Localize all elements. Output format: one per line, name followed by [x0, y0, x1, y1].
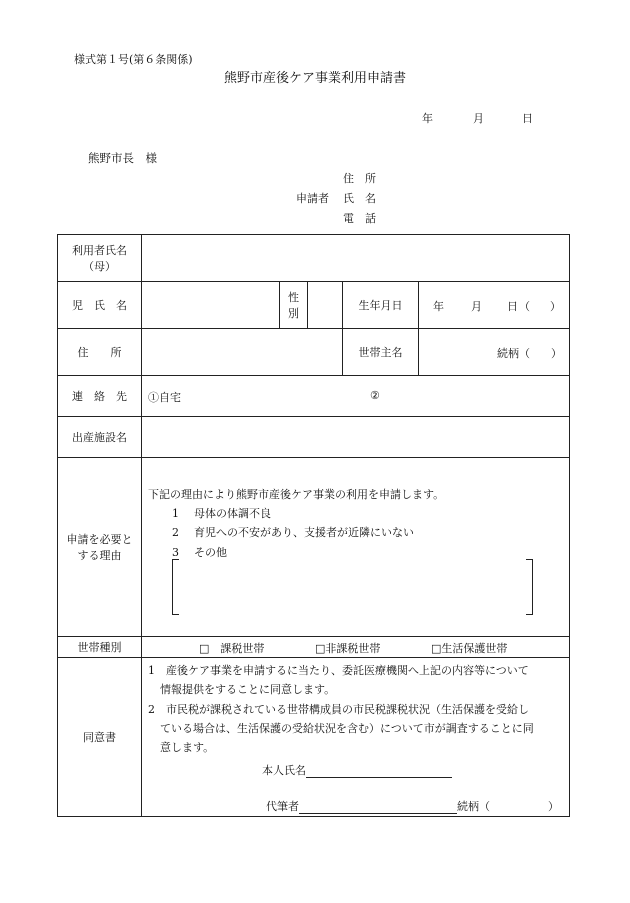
consent-line-2: 情報提供をすることに同意します。 [160, 683, 336, 696]
proxy-relation-label: 続柄（ [457, 800, 490, 813]
reason-option-2[interactable] [172, 524, 414, 540]
signature-underline [306, 765, 452, 778]
address-row [58, 329, 570, 376]
application-table [57, 234, 570, 817]
reason-row [58, 458, 570, 637]
proxy-label: 代筆者 [266, 800, 299, 813]
householder-field[interactable] [419, 329, 570, 376]
child-name-label: 児 氏 名 [58, 282, 142, 329]
date-month: 月 [473, 112, 484, 125]
applicant-name-label: 氏 名 [343, 192, 376, 205]
birthdate-month: 月 [471, 300, 482, 313]
addressee: 熊野市長 様 [88, 151, 157, 165]
child-name-field[interactable] [142, 282, 280, 329]
signature-line[interactable] [262, 762, 452, 778]
proxy-line[interactable] [266, 798, 559, 814]
reason-option-3[interactable] [172, 544, 227, 560]
reason-text: 育児への不安があり、支援者が近隣にいない [194, 526, 414, 539]
birthdate-paren-open: （ [519, 300, 530, 313]
reason-field [142, 458, 570, 637]
applicant-address-label: 住 所 [343, 172, 376, 185]
birthdate-paren-close: ） [550, 300, 561, 313]
relation-close: ） [551, 347, 562, 360]
consent-line-3: 2 市民税が課税されている世帯構成員の市民税課税状況（生活保護を受給し [148, 703, 529, 716]
sex-label-1: 性 [288, 291, 299, 304]
consent-line-5: 意します。 [160, 741, 215, 754]
birthdate-label: 生年月日 [343, 282, 419, 329]
consent-row [58, 658, 570, 817]
user-name-label: 利用者氏名 [72, 244, 127, 257]
reason-option-1[interactable] [172, 505, 271, 521]
user-name-label-cell [58, 235, 142, 282]
form-id: 様式第１号(第６条関係) [74, 53, 193, 66]
contact-row [58, 376, 570, 417]
other-bracket-left [172, 559, 179, 615]
consent-field [142, 658, 570, 817]
reason-text: 母体の体調不良 [194, 507, 271, 520]
date-year: 年 [422, 112, 433, 125]
contact-field[interactable] [142, 376, 570, 417]
reason-label-1: 申請を必要と [66, 533, 133, 546]
user-name-row [58, 235, 570, 282]
form-title: 熊野市産後ケア事業利用申請書 [223, 71, 406, 86]
contact-second: ② [370, 389, 380, 402]
householder-label: 世帯主名 [343, 329, 419, 376]
address-label: 住 所 [58, 329, 142, 376]
household-option-welfare[interactable]: □生活保護世帯 [431, 642, 508, 655]
reason-num: 3 [172, 546, 179, 559]
reason-num: 2 [172, 526, 179, 539]
date-day: 日 [522, 112, 533, 125]
facility-label: 出産施設名 [58, 417, 142, 458]
household-label: 世帯種別 [58, 637, 142, 658]
applicant-phone-label: 電 話 [343, 212, 376, 225]
proxy-underline [299, 801, 457, 814]
contact-label: 連 絡 先 [58, 376, 142, 417]
sex-label-2: 別 [288, 307, 299, 320]
contact-home: ①自宅 [148, 391, 181, 404]
reason-intro: 下記の理由により熊野市産後ケア事業の利用を申請します。 [148, 488, 445, 501]
reason-num: 1 [172, 507, 179, 520]
applicant-group-label: 申請者 [296, 192, 329, 205]
household-option-taxed[interactable]: □ 課税世帯 [199, 642, 265, 655]
relation-label: 続柄（ [497, 347, 530, 360]
consent-label: 同意書 [58, 658, 142, 817]
household-option-nontaxed[interactable]: □非課税世帯 [315, 642, 381, 655]
signature-label: 本人氏名 [262, 764, 306, 777]
child-row [58, 282, 570, 329]
other-bracket-right [526, 559, 533, 615]
user-name-label-mother: （母） [83, 260, 116, 273]
sex-label-cell [280, 282, 308, 329]
reason-label-2: する理由 [77, 549, 122, 562]
birthdate-field[interactable] [419, 282, 570, 329]
proxy-relation-close: ） [548, 800, 559, 813]
birthdate-year: 年 [433, 300, 444, 313]
household-options [142, 637, 570, 658]
sex-field[interactable] [308, 282, 343, 329]
facility-row [58, 417, 570, 458]
household-row [58, 637, 570, 658]
address-field[interactable] [142, 329, 343, 376]
consent-line-4: ている場合は、生活保護の受給状況を含む）について市が調査することに同 [160, 722, 534, 735]
reason-label-cell [58, 458, 142, 637]
facility-field[interactable] [142, 417, 570, 458]
user-name-field[interactable] [142, 235, 570, 282]
consent-line-1: 1 産後ケア事業を申請するに当たり、委託医療機関へ上記の内容等について [148, 664, 529, 677]
reason-text: その他 [194, 546, 227, 559]
birthdate-day: 日 [507, 300, 518, 313]
